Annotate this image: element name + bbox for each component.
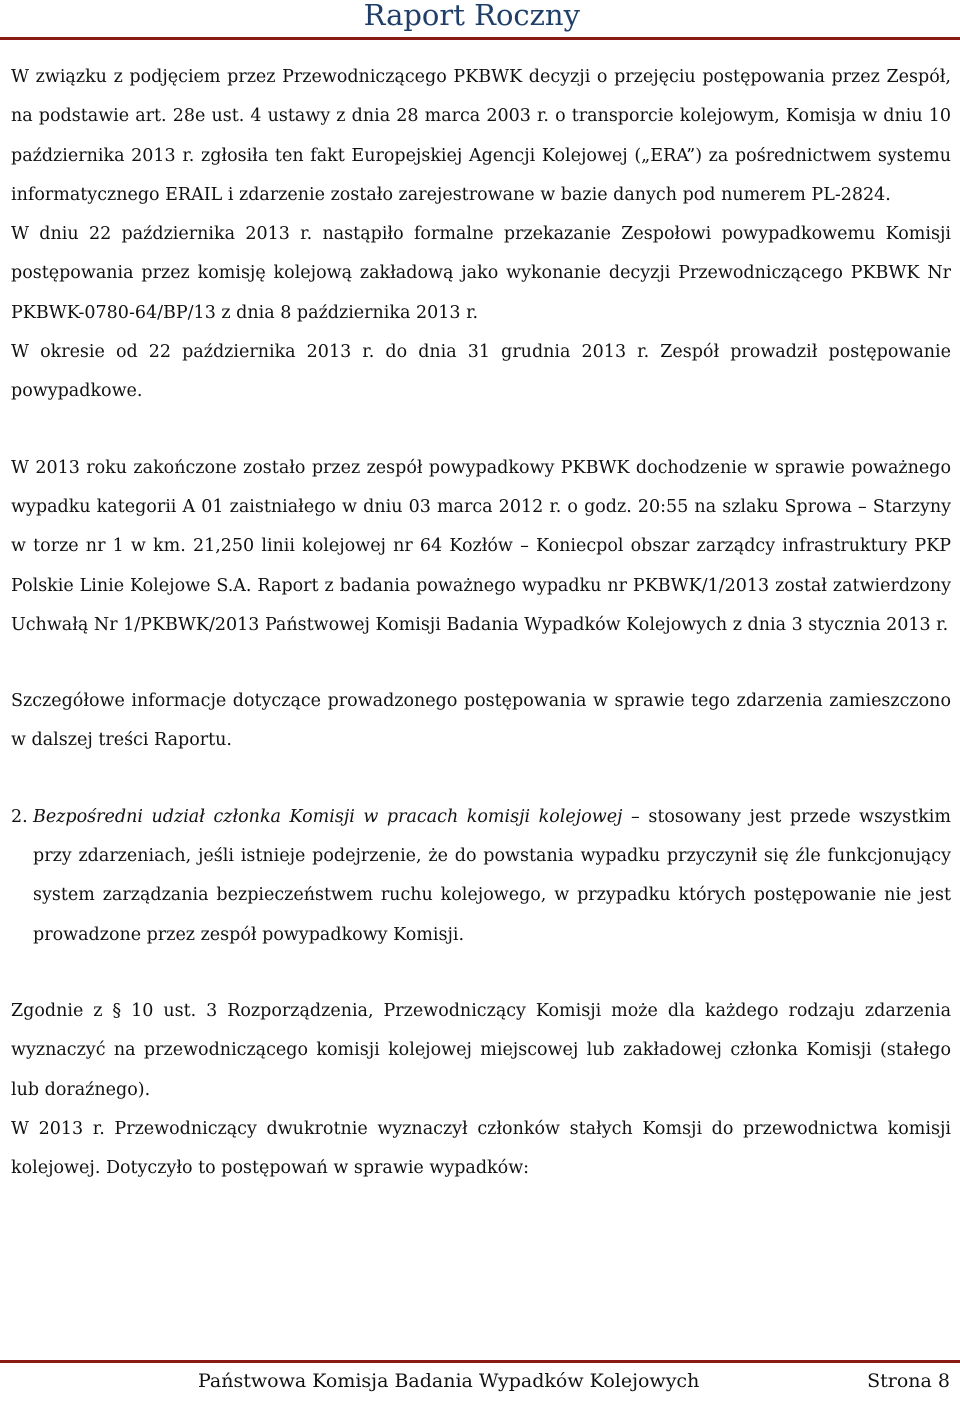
paragraph-period: W okresie od 22 października 2013 r. do dnia 31 grudnia 2013 r. Zespół prowadził postępowanie powypadkowe. bbox=[11, 342, 951, 402]
report-title: Raport Roczny bbox=[363, 0, 580, 32]
spacer bbox=[11, 412, 951, 449]
paragraph-era-notification: W związku z podjęciem przez Przewodniczącego PKBWK decyzji o przejęciu postępowania przez Zespół, na podstawie art. 28e ust. 4 ustawy z dnia 28 marca 2003 r. o transporcie kolejowym, Komisja w dniu 10 października 2013 r. zgłosiła ten fakt Europejskiej Agencji Kolejowej („ERA”) za pośrednictwem systemu informatycznego ERAIL i zdarzenie zostało zarejestrowane w bazie danych pod numerem PL-2824. bbox=[11, 67, 951, 205]
paragraph-details: Szczegółowe informacje dotyczące prowadzonego postępowania w sprawie tego zdarzenia zamieszczono w dalszej treści Raportu. bbox=[11, 691, 951, 751]
list-item-2 bbox=[11, 798, 951, 955]
spacer bbox=[11, 955, 951, 992]
paragraph-appointments: W 2013 r. Przewodniczący dwukrotnie wyznaczył członków stałych Komsji do przewodnictwa komisji kolejowej. Dotyczyło to postępowań w sprawie wypadków: bbox=[11, 1118, 951, 1179]
paragraph-handover: W dniu 22 października 2013 r. nastąpiło formalne przekazanie Zespołowi powypadkowemu Komisji postępowania przez komisję kolejową zakładową jako wykonanie decyzji Przewodniczącego PKBWK Nr PKBWK-0780-64/BP/13 z dnia 8 października 2013 r. bbox=[11, 224, 951, 323]
spacer bbox=[11, 761, 951, 798]
document-body bbox=[11, 58, 951, 1188]
page-header bbox=[0, 0, 960, 40]
footer-organization: Państwowa Komisja Badania Wypadków Kolejowych bbox=[198, 1370, 700, 1392]
page-number: Strona 8 bbox=[867, 1370, 950, 1392]
list-item-description: – stosowany jest przede wszystkim przy zdarzeniach, jeśli istnieje podejrzenie, że do powstania wypadku przyczynił się źle funkcjonujący system zarządzania bezpieczeństwem ruchu kolejowego, w przypadku których postępowanie nie jest prowadzone przez zespół powypadkowy Komisji. bbox=[33, 806, 951, 945]
list-item-title: Bezpośredni udział członka Komisji w pracach komisji kolejowej bbox=[33, 806, 623, 827]
paragraph-investigation: W 2013 roku zakończone zostało przez zespół powypadkowy PKBWK dochodzenie w sprawie poważnego wypadku kategorii A 01 zaistniałego w dniu 03 marca 2012 r. o godz. 20:55 na szlaku Sprowa – Starzyny w torze nr 1 w km. 21,250 linii kolejowej nr 64 Kozłów – Koniecpol obszar zarządcy infrastruktury PKP Polskie Linie Kolejowe S.A. Raport z badania poważnego wypadku nr PKBWK/1/2013 został zatwierdzony Uchwałą Nr 1/PKBWK/2013 Państwowej Komisji Badania Wypadków Kolejowych z dnia 3 stycznia 2013 r. bbox=[11, 457, 951, 635]
footer-divider bbox=[0, 1360, 960, 1363]
header-divider bbox=[0, 37, 960, 40]
spacer bbox=[11, 645, 951, 682]
paragraph-regulation: Zgodnie z § 10 ust. 3 Rozporządzenia, Przewodniczący Komisji może dla każdego rodzaju zdarzenia wyznaczyć na przewodniczącego komisji kolejowej miejscowej lub zakładowej członka Komisji (stałego lub doraźnego). bbox=[11, 1000, 951, 1100]
list-number: 2. bbox=[11, 806, 28, 827]
list-item-text bbox=[33, 798, 951, 955]
